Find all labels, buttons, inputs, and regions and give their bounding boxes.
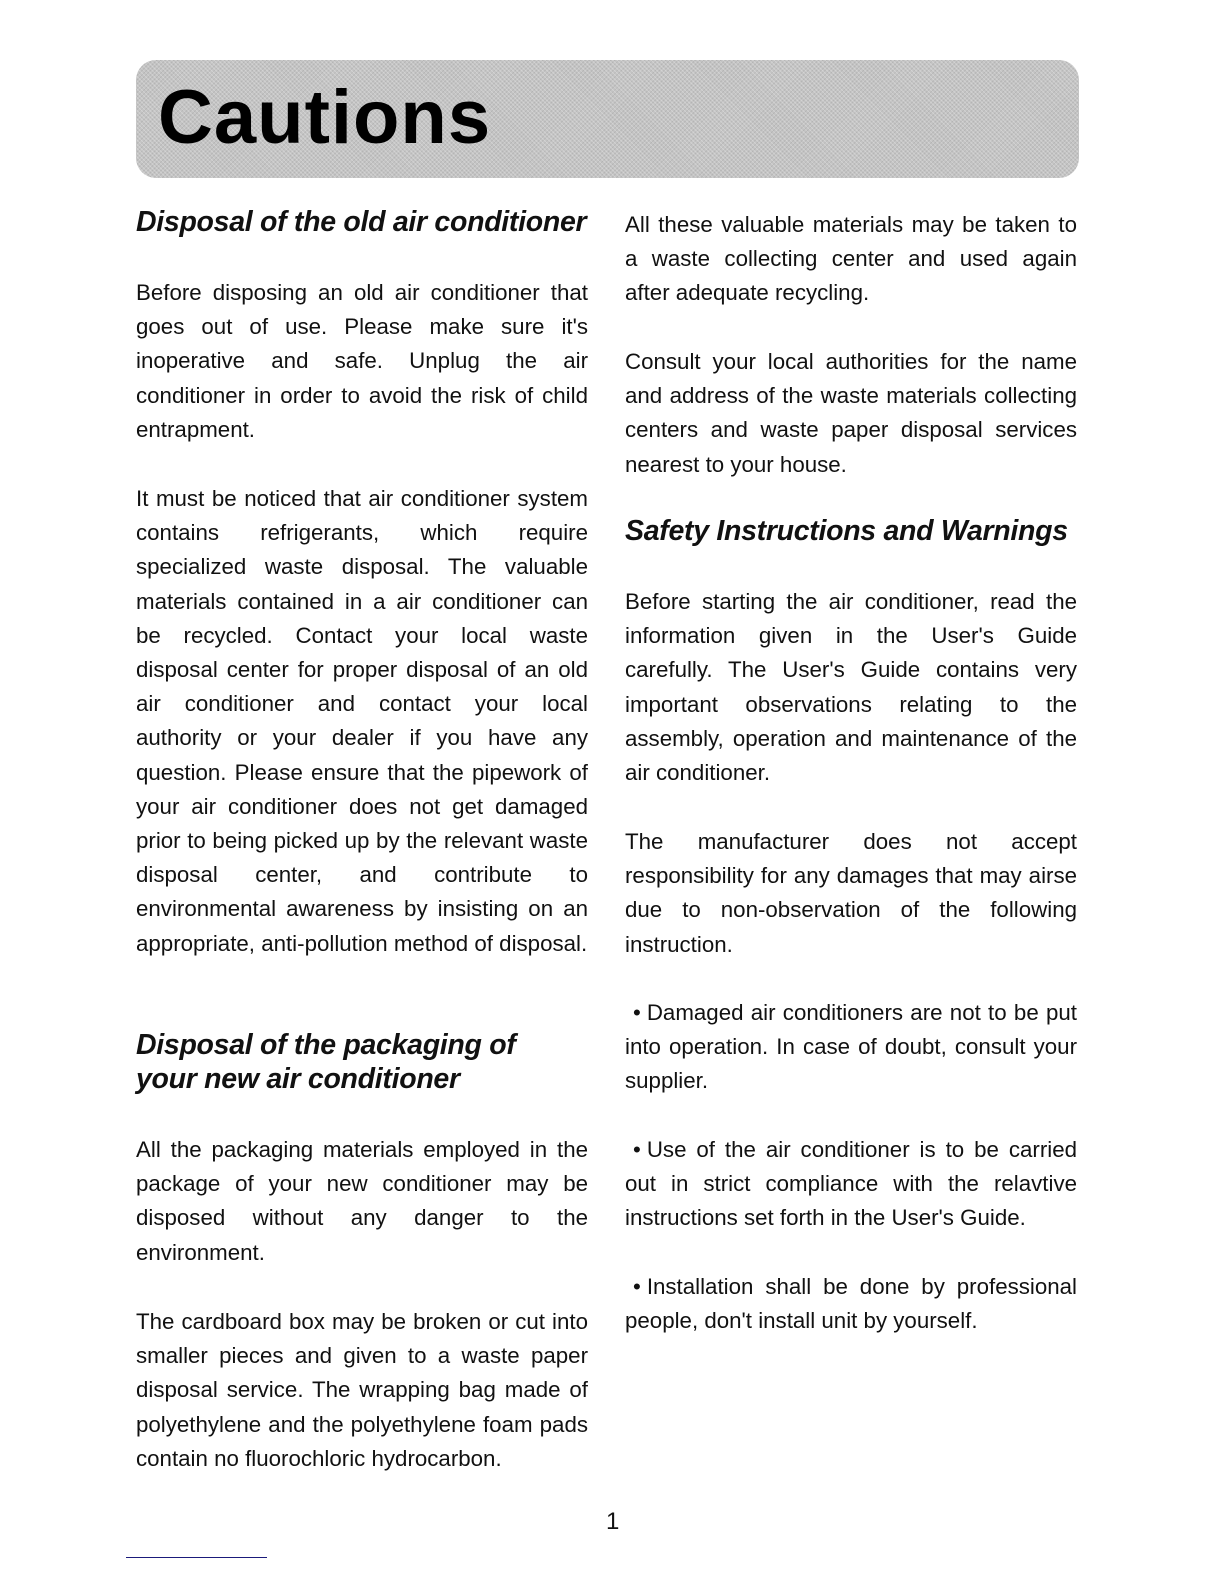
page-number: 1 bbox=[606, 1508, 620, 1535]
section-heading-packaging bbox=[136, 1028, 588, 1096]
heading: Safety Instructions and Warnings bbox=[625, 515, 1068, 547]
heading: Disposal of the old air conditioner bbox=[136, 206, 587, 238]
paragraph: It must be noticed that air conditioner system contains refrigerants, which require specialized waste disposal. The valuable materials contained in a air conditioner can be recycled. Contact your local waste disposal center for proper disposal of an old air conditioner and contact your local authority or your dealer if you have any question. Please ensure that the pipework of your air conditioner does not get damaged prior to being picked up by the relevant waste disposal center, and contribute to environmental awareness by insisting on an appropriate, anti-pollution method of disposal. bbox=[136, 486, 588, 956]
bullet-item: • Installation shall be done by professional people, don't install unit by yourself. bbox=[625, 1270, 1077, 1338]
paragraph: The cardboard box may be broken or cut into smaller pieces and given to a waste paper disposal service. The wrapping bag made of polyethylene and the polyethylene foam pads contain no fluorochloric hydrocarbon. bbox=[136, 1309, 588, 1471]
heading: Disposal of the packaging of your new air conditioner bbox=[136, 1029, 516, 1095]
page-title: Cautions bbox=[158, 75, 492, 160]
section-heading-safety bbox=[625, 514, 1077, 548]
bullet-item: • Use of the air conditioner is to be carried out in strict compliance with the relavtive instructions set forth in the User's Guide. bbox=[625, 1133, 1077, 1236]
paragraph: Before disposing an old air conditioner that goes out of use. Please make sure it's inoperative and safe. Unplug the air conditioner in order to avoid the risk of child entrapment. bbox=[136, 280, 588, 442]
title-banner bbox=[136, 60, 1079, 178]
bullet-item: • Damaged air conditioners are not to be put into operation. In case of doubt, consult your supplier. bbox=[625, 996, 1077, 1099]
paragraph: All these valuable materials may be taken to a waste collecting center and used again after adequate recycling. bbox=[625, 212, 1077, 306]
footer-rule bbox=[126, 1557, 267, 1558]
paragraph: The manufacturer does not accept responsibility for any damages that may airse due to non-observation of the following instruction. bbox=[625, 829, 1077, 957]
paragraph: Consult your local authorities for the name and address of the waste materials collecting centers and waste paper disposal services nearest to your house. bbox=[625, 349, 1077, 477]
paragraph: All the packaging materials employed in the package of your new conditioner may be disposed without any danger to the environment. bbox=[136, 1137, 588, 1265]
section-heading-old-ac bbox=[136, 205, 588, 239]
paragraph: Before starting the air conditioner, read the information given in the User's Guide carefully. The User's Guide contains very important observations relating to the assembly, operation and maintenance of the air conditioner. bbox=[625, 589, 1077, 786]
